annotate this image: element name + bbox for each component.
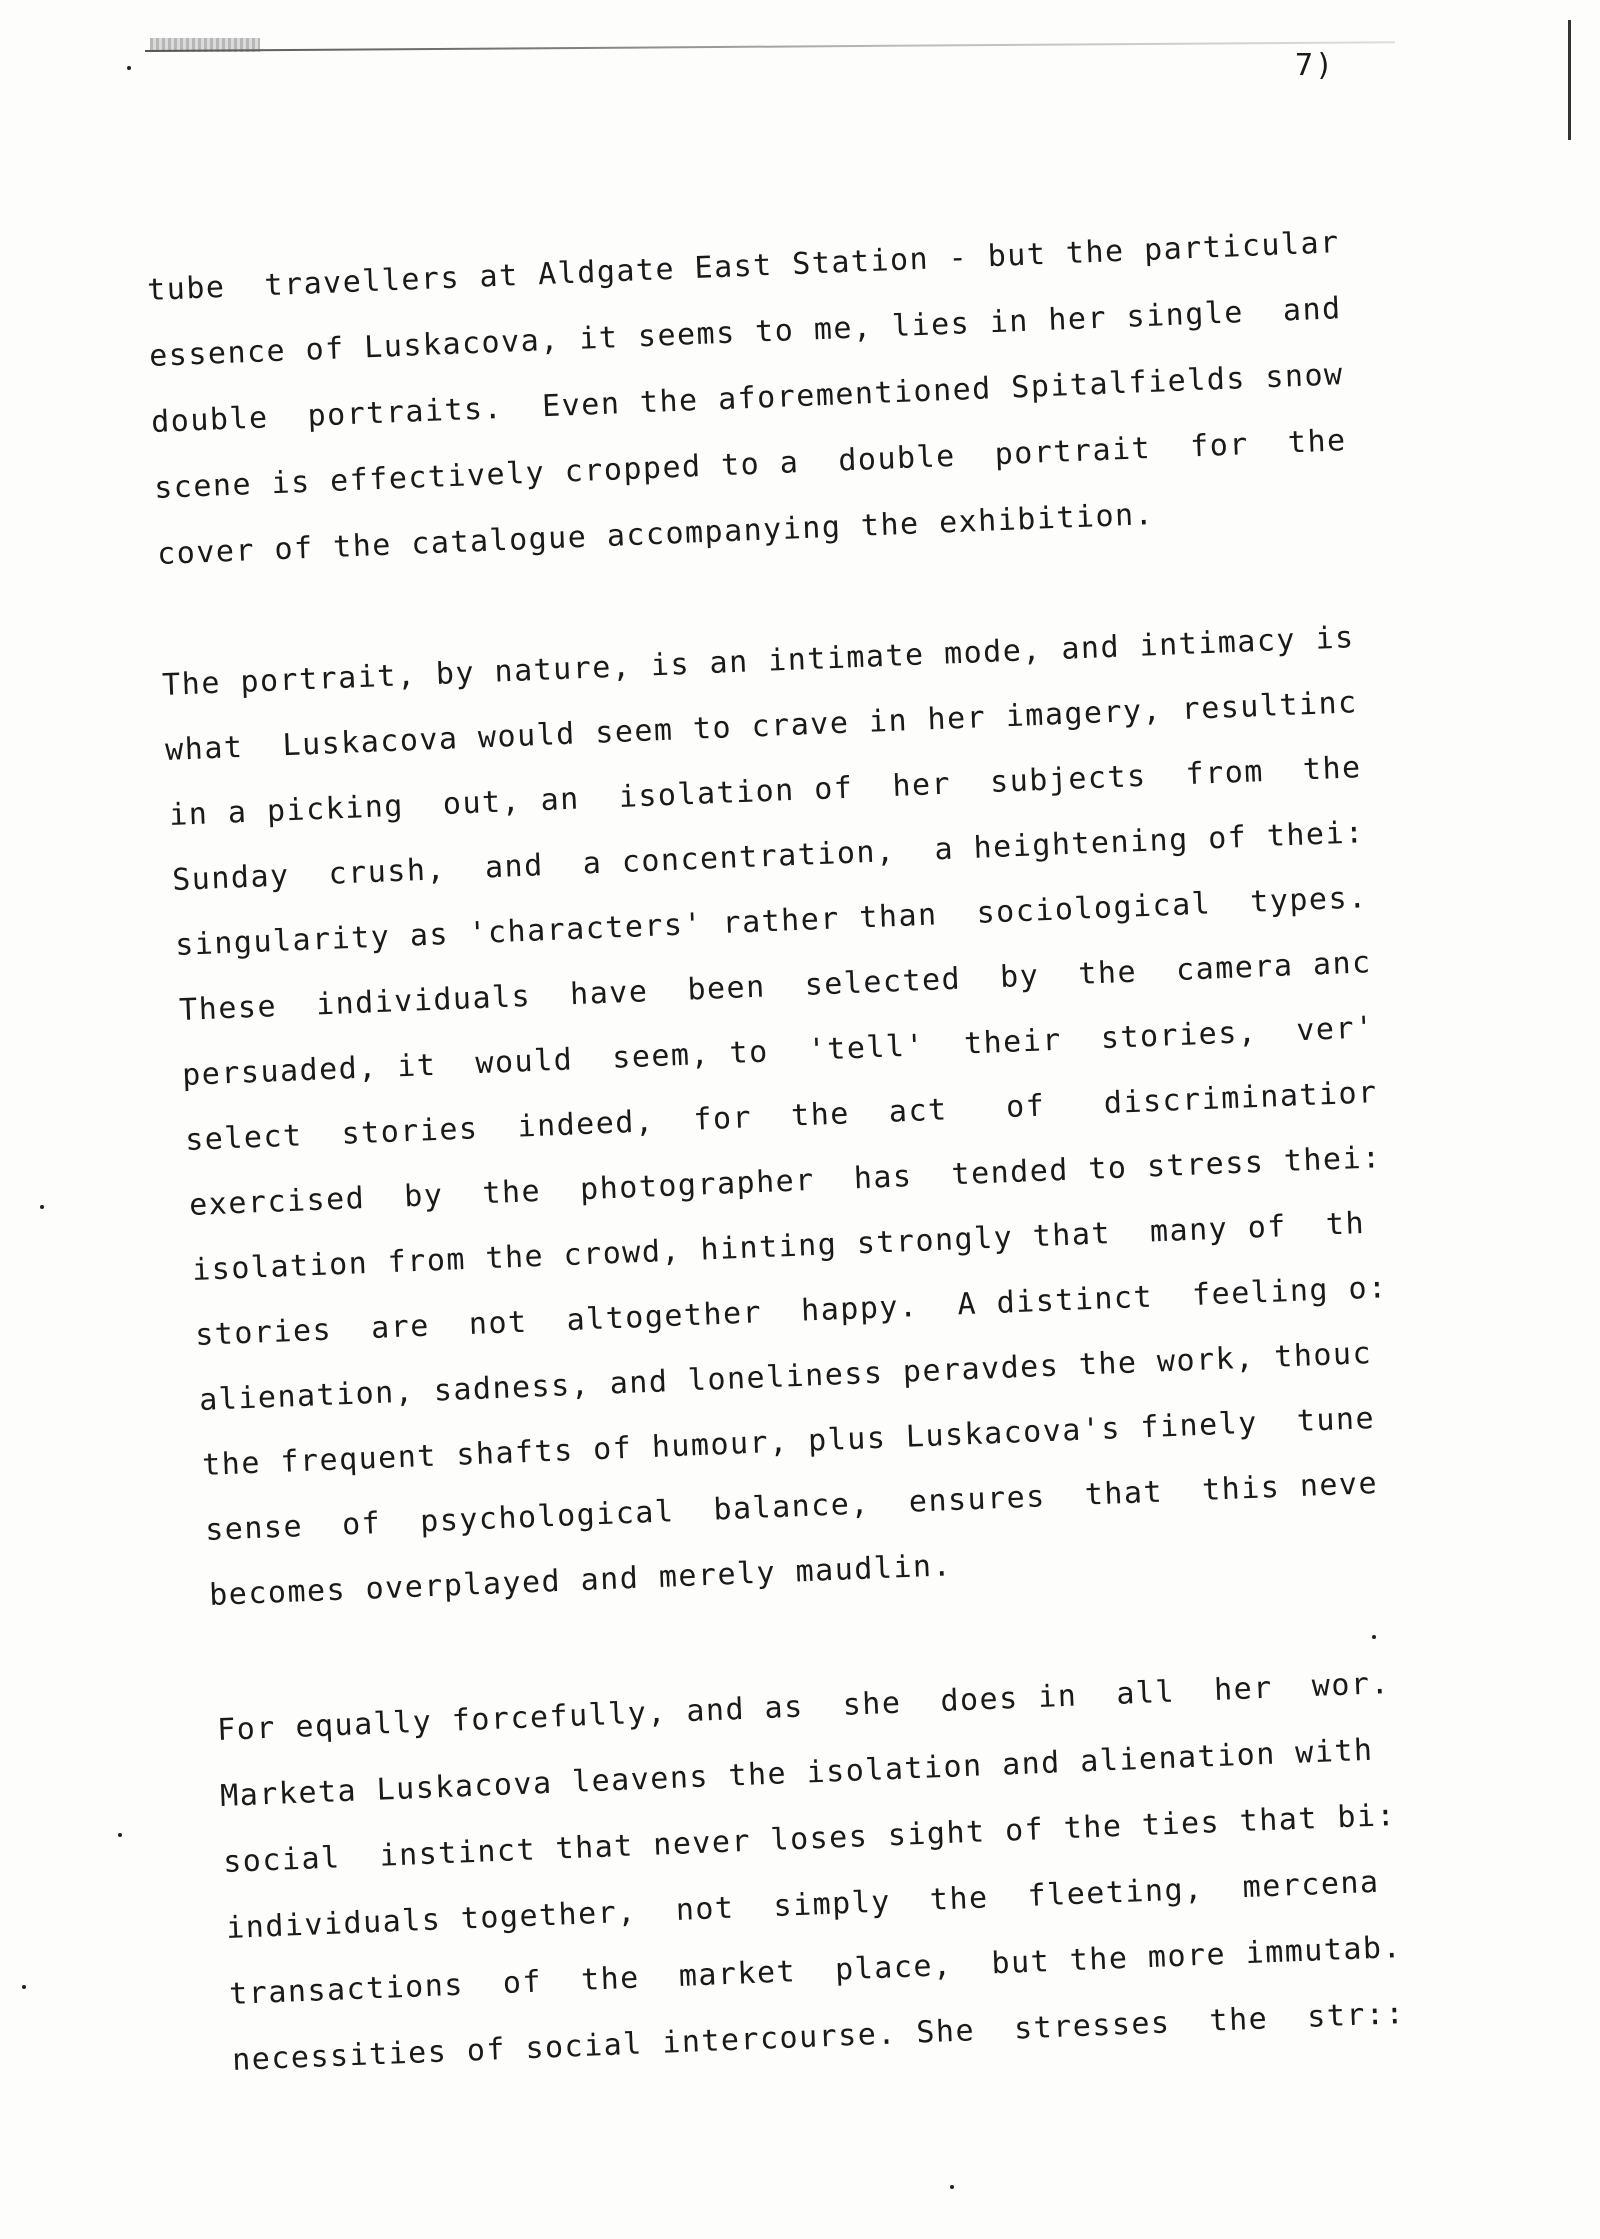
text-line: sense of psychological balance, ensures that this neve (204, 1465, 1379, 1549)
text-line: essence of Luskacova, it seems to me, lies in her single and (148, 291, 1343, 375)
text-line: stories are not altogether happy. A distinct feeling o: (194, 1270, 1389, 1354)
text-line: These individuals have been selected by the camera anc (178, 945, 1373, 1029)
text-line: social instinct that never loses sight of the ties that bi: (222, 1797, 1397, 1881)
text-line: The portrait, by nature, is an intimate mode, and intimacy is (161, 620, 1356, 704)
text-line: individuals together, not simply the fleeting, mercena (225, 1864, 1381, 1947)
text-line: the frequent shafts of humour, plus Luskacova's finely tune (201, 1400, 1376, 1484)
text-line: transactions of the market place, but the more immutab. (228, 1929, 1403, 2013)
text-line: double portraits. Even the aforementioned Spitalfields snow (150, 357, 1345, 441)
text-line: isolation from the crowd, hinting strongly that many of th (191, 1205, 1366, 1289)
text-line: in a picking out, an isolation of her subjects from the (168, 750, 1363, 834)
text-line: alienation, sadness, and loneliness peravdes the work, thouc (198, 1335, 1373, 1419)
page-number: 7) (1295, 48, 1336, 83)
text-line: what Luskacova would seem to crave in her imagery, resultinc (164, 685, 1359, 769)
text-line: becomes overplayed and merely maudlin. (208, 1548, 953, 1614)
text-line: singularity as 'characters' rather than sociological types. (174, 880, 1369, 964)
text-line: necessities of social intercourse. She stresses the str:: (231, 1995, 1406, 2079)
text-line: exercised by the photographer has tended to stress thei: (188, 1140, 1383, 1224)
text-line: Marketa Luskacova leavens the isolation and alienation with (219, 1732, 1375, 1815)
text-line: Sunday crush, and a concentration, a heightening of thei: (171, 815, 1366, 899)
text-line: select stories indeed, for the act of discriminatior (184, 1075, 1379, 1159)
text-line: scene is effectively cropped to a double portrait for the (153, 423, 1348, 507)
text-line: tube travellers at Aldgate East Station - but the particular (146, 225, 1341, 309)
text-line: cover of the catalogue accompanying the exhibition. (156, 496, 1155, 573)
text-line: persuaded, it would seem, to 'tell' their stories, ver' (181, 1010, 1376, 1094)
text-line: For equally forcefully, and as she does in all her wor. (216, 1665, 1391, 1749)
